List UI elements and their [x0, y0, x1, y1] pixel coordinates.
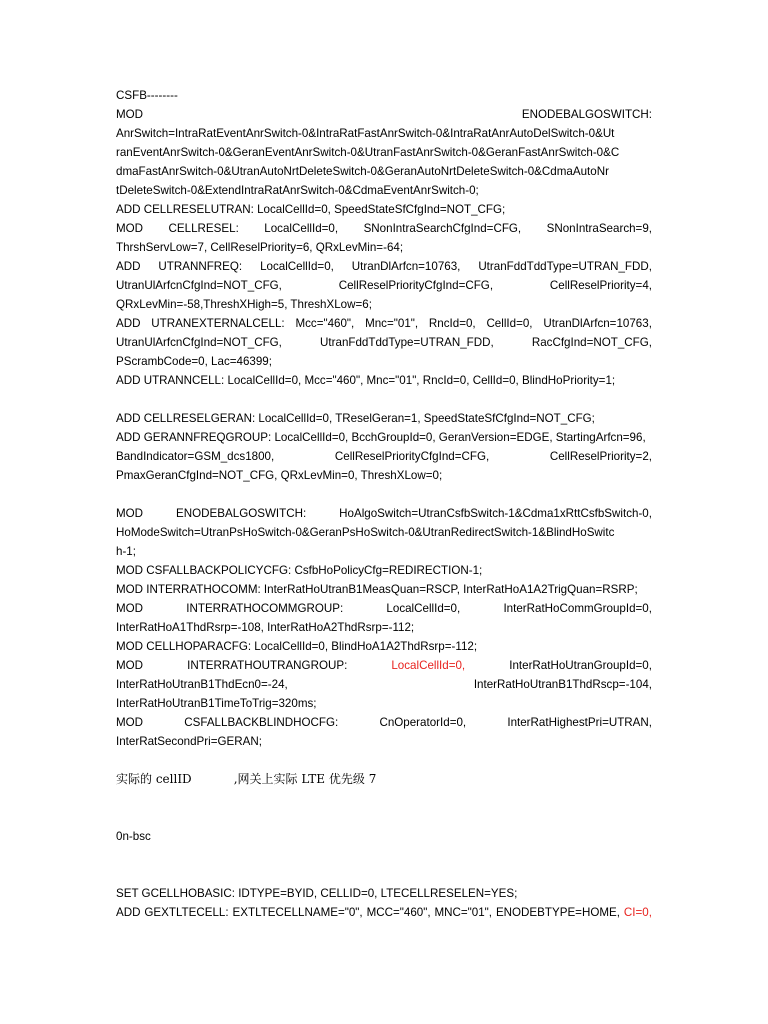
- command-line: MOD ENODEBALGOSWITCH: HoAlgoSwitch=UtranCsfbSwitch-1&Cdma1xRttCsfbSwitch-0,: [116, 507, 652, 520]
- command-line: MOD CELLRESEL: LocalCellId=0, SNonIntraSearchCfgInd=CFG, SNonIntraSearch=9,: [116, 222, 652, 235]
- command-line: ranEventAnrSwitch-0&GeranEventAnrSwitch-0&UtranFastAnrSwitch-0&GeranFastAnrSwitch-0&C: [116, 146, 620, 159]
- command-line: HoModeSwitch=UtranPsHoSwitch-0&GeranPsHoSwitch-0&UtranRedirectSwitch-1&BlindHoSwitc: [116, 526, 615, 539]
- highlighted-value: CI=0,: [623, 906, 652, 919]
- command-line: tDeleteSwitch-0&ExtendIntraRatAnrSwitch-0&CdmaEventAnrSwitch-0;: [116, 184, 479, 197]
- section-heading: 0n-bsc: [116, 830, 151, 843]
- command-line: MOD CSFALLBACKBLINDHOCFG: CnOperatorId=0, InterRatHighestPri=UTRAN,: [116, 716, 652, 729]
- blank-line: [116, 846, 652, 884]
- blank-line: [116, 390, 652, 409]
- command-line: InterRatHoUtranB1ThdEcn0=-24, InterRatHoUtranB1ThdRscp=-104,: [116, 678, 652, 691]
- command-line: AnrSwitch=IntraRatEventAnrSwitch-0&IntraRatFastAnrSwitch-0&IntraRatAnrAutoDelSwitch-0&Ut: [116, 127, 615, 140]
- highlighted-value: LocalCellId=0,: [391, 659, 466, 672]
- command-line: UtranUlArfcnCfgInd=NOT_CFG, UtranFddTddType=UTRAN_FDD, RacCfgInd=NOT_CFG,: [116, 336, 652, 349]
- command-line: ADD CELLRESELGERAN: LocalCellId=0, TReselGeran=1, SpeedStateSfCfgInd=NOT_CFG;: [116, 412, 595, 425]
- command-line: ADD UTRANNFREQ: LocalCellId=0, UtranDlArfcn=10763, UtranFddTddType=UTRAN_FDD,: [116, 260, 652, 273]
- command-line: MOD INTERRATHOCOMMGROUP: LocalCellId=0, InterRatHoCommGroupId=0,: [116, 602, 652, 615]
- command-line: UtranUlArfcnCfgInd=NOT_CFG, CellReselPriorityCfgInd=CFG, CellReselPriority=4,: [116, 279, 652, 292]
- command-line: BandIndicator=GSM_dcs1800, CellReselPriorityCfgInd=CFG, CellReselPriority=2,: [116, 450, 652, 463]
- command-line: PmaxGeranCfgInd=NOT_CFG, QRxLevMin=0, ThreshXLow=0;: [116, 469, 443, 482]
- command-line: h-1;: [116, 545, 136, 558]
- command-line: ADD GERANNFREQGROUP: LocalCellId=0, BcchGroupId=0, GeranVersion=EDGE, StartingArfcn=96,: [116, 431, 646, 444]
- command-line: MOD CSFALLBACKPOLICYCFG: CsfbHoPolicyCfg=REDIRECTION-1;: [116, 564, 483, 577]
- command-line: MOD CELLHOPARACFG: LocalCellId=0, BlindHoA1A2ThdRsrp=-112;: [116, 640, 478, 653]
- command-line: ADD CELLRESELUTRAN: LocalCellId=0, SpeedStateSfCfgInd=NOT_CFG;: [116, 203, 506, 216]
- command-line: dmaFastAnrSwitch-0&UtranAutoNrtDeleteSwitch-0&GeranAutoNrtDeleteSwitch-0&CdmaAutoNr: [116, 165, 609, 178]
- blank-line: [116, 751, 652, 770]
- blank-line: [116, 789, 652, 827]
- note-line: 实际的 cellID ,网关上实际 LTE 优先级 7: [116, 772, 377, 786]
- command-line: MOD ENODEBALGOSWITCH:: [116, 108, 652, 121]
- csfb-heading: CSFB--------: [116, 89, 178, 102]
- command-line: InterRatHoUtranB1TimeToTrig=320ms;: [116, 697, 317, 710]
- command-line: PScrambCode=0, Lac=46399;: [116, 355, 272, 368]
- command-line: SET GCELLHOBASIC: IDTYPE=BYID, CELLID=0, LTECELLRESELEN=YES;: [116, 887, 518, 900]
- command-line: ADD UTRANEXTERNALCELL: Mcc="460", Mnc="01", RncId=0, CellId=0, UtranDlArfcn=10763,: [116, 317, 652, 330]
- document-page: [116, 86, 652, 922]
- command-line: InterRatSecondPri=GERAN;: [116, 735, 262, 748]
- command-line: ThrshServLow=7, CellReselPriority=6, QRxLevMin=-64;: [116, 241, 404, 254]
- command-line: ADD UTRANNCELL: LocalCellId=0, Mcc="460", Mnc="01", RncId=0, CellId=0, BlindHoPriority=1;: [116, 374, 616, 387]
- command-line: ADD GEXTLTECELL: EXTLTECELLNAME="0", MCC="460", MNC="01", ENODEBTYPE=HOME, CI=0,: [116, 903, 652, 922]
- command-line: QRxLevMin=-58,ThreshXHigh=5, ThreshXLow=6;: [116, 298, 372, 311]
- command-line: InterRatHoA1ThdRsrp=-108, InterRatHoA2ThdRsrp=-112;: [116, 621, 415, 634]
- command-line: MOD INTERRATHOCOMM: InterRatHoUtranB1MeasQuan=RSCP, InterRatHoA1A2TrigQuan=RSRP;: [116, 583, 638, 596]
- command-line: MOD INTERRATHOUTRANGROUP: LocalCellId=0, InterRatHoUtranGroupId=0,: [116, 656, 652, 675]
- blank-line: [116, 485, 652, 504]
